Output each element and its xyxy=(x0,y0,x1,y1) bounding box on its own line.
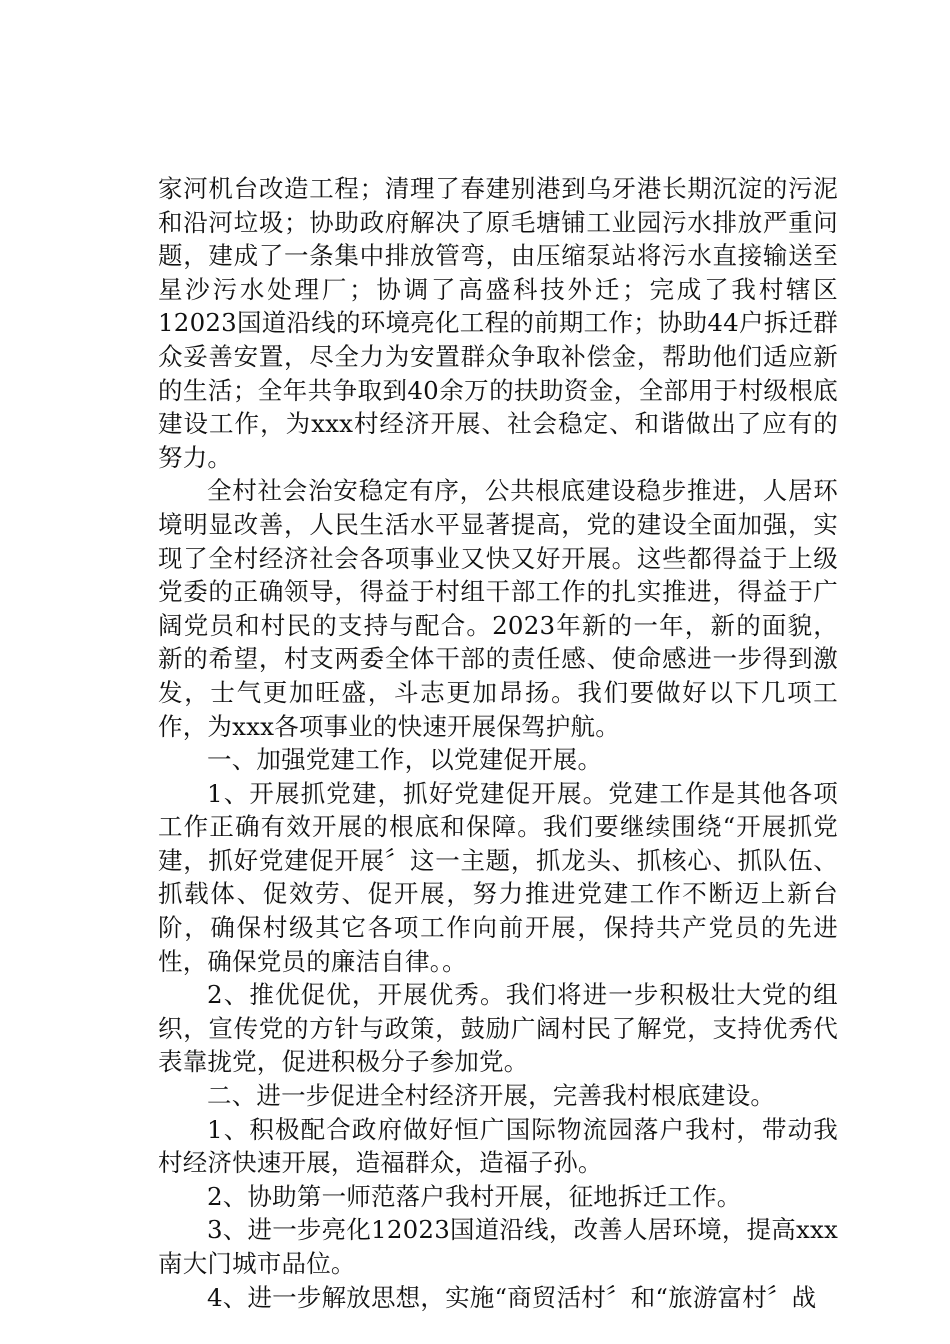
paragraph-item-2-3: 3、进一步亮化12023国道沿线，改善人居环境，提高xxx南大门城市品位。 xyxy=(158,1215,838,1278)
paragraph-item-1-2: 2、推优促优，开展优秀。我们将进一步积极壮大党的组织，宣传党的方针与政策，鼓励广阔村民了解党，支持优秀代表靠拢党，促进积极分子参加党。 xyxy=(158,980,838,1077)
paragraph-item-2-4: 4、进一步解放思想，实施“商贸活村〞和“旅游富村〞战 xyxy=(207,1282,817,1312)
document-body xyxy=(158,172,838,1314)
paragraph-item-2-1: 1、积极配合政府做好恒广国际物流园落户我村，带动我村经济快速开展，造福群众，造福子孙。 xyxy=(158,1114,838,1178)
section-heading-1: 一、加强党建工作，以党建促开展。 xyxy=(207,745,603,775)
paragraph-item-1-1: 1、开展抓党建，抓好党建促开展。党建工作是其他各项工作正确有效开展的根底和保障。我们要继续围绕“开展抓党建，抓好党建促开展〞这一主题，抓龙头、抓核心、抓队伍、抓载体、促效劳、促开展，努力推进党建工作不断迈上新台阶，确保村级其它各项工作向前开展，保持共产党员的先进性，确保党员的廉洁自律。。 xyxy=(158,778,838,976)
paragraph-2: 全村社会治安稳定有序，公共根底建设稳步推进，人居环境明显改善，人民生活水平显著提高，党的建设全面加强，实现了全村经济社会各项事业又快又好开展。这些都得益于上级党委的正确领导，得益于村组干部工作的扎实推进，得益于广阔党员和村民的支持与配合。2023年新的一年，新的面貌，新的希望，村支两委全体干部的责任感、使命感进一步得到激发，士气更加旺盛，斗志更加昂扬。我们要做好以下几项工作，为xxx各项事业的快速开展保驾护航。 xyxy=(158,476,838,741)
paragraph-1: 家河机台改造工程；清理了春建别港到乌牙港长期沉淀的污泥和沿河垃圾；协助政府解决了原毛塘铺工业园污水排放严重问题，建成了一条集中排放管弯，由压缩泵站将污水直接输送至星沙污水处理厂；协调了高盛科技外迁；完成了我村辖区12023国道沿线的环境亮化工程的前期工作；协助44户拆迁群众妥善安置，尽全力为安置群众争取补偿金，帮助他们适应新的生活；全年共争取到40余万的扶助资金，全部用于村级根底建设工作，为xxx村经济开展、社会稳定、和谐做出了应有的努力。 xyxy=(158,174,838,472)
section-heading-2: 二、进一步促进全村经济开展，完善我村根底建设。 xyxy=(207,1081,776,1111)
paragraph-item-2-2: 2、协助第一师范落户我村开展，征地拆迁工作。 xyxy=(207,1181,742,1211)
